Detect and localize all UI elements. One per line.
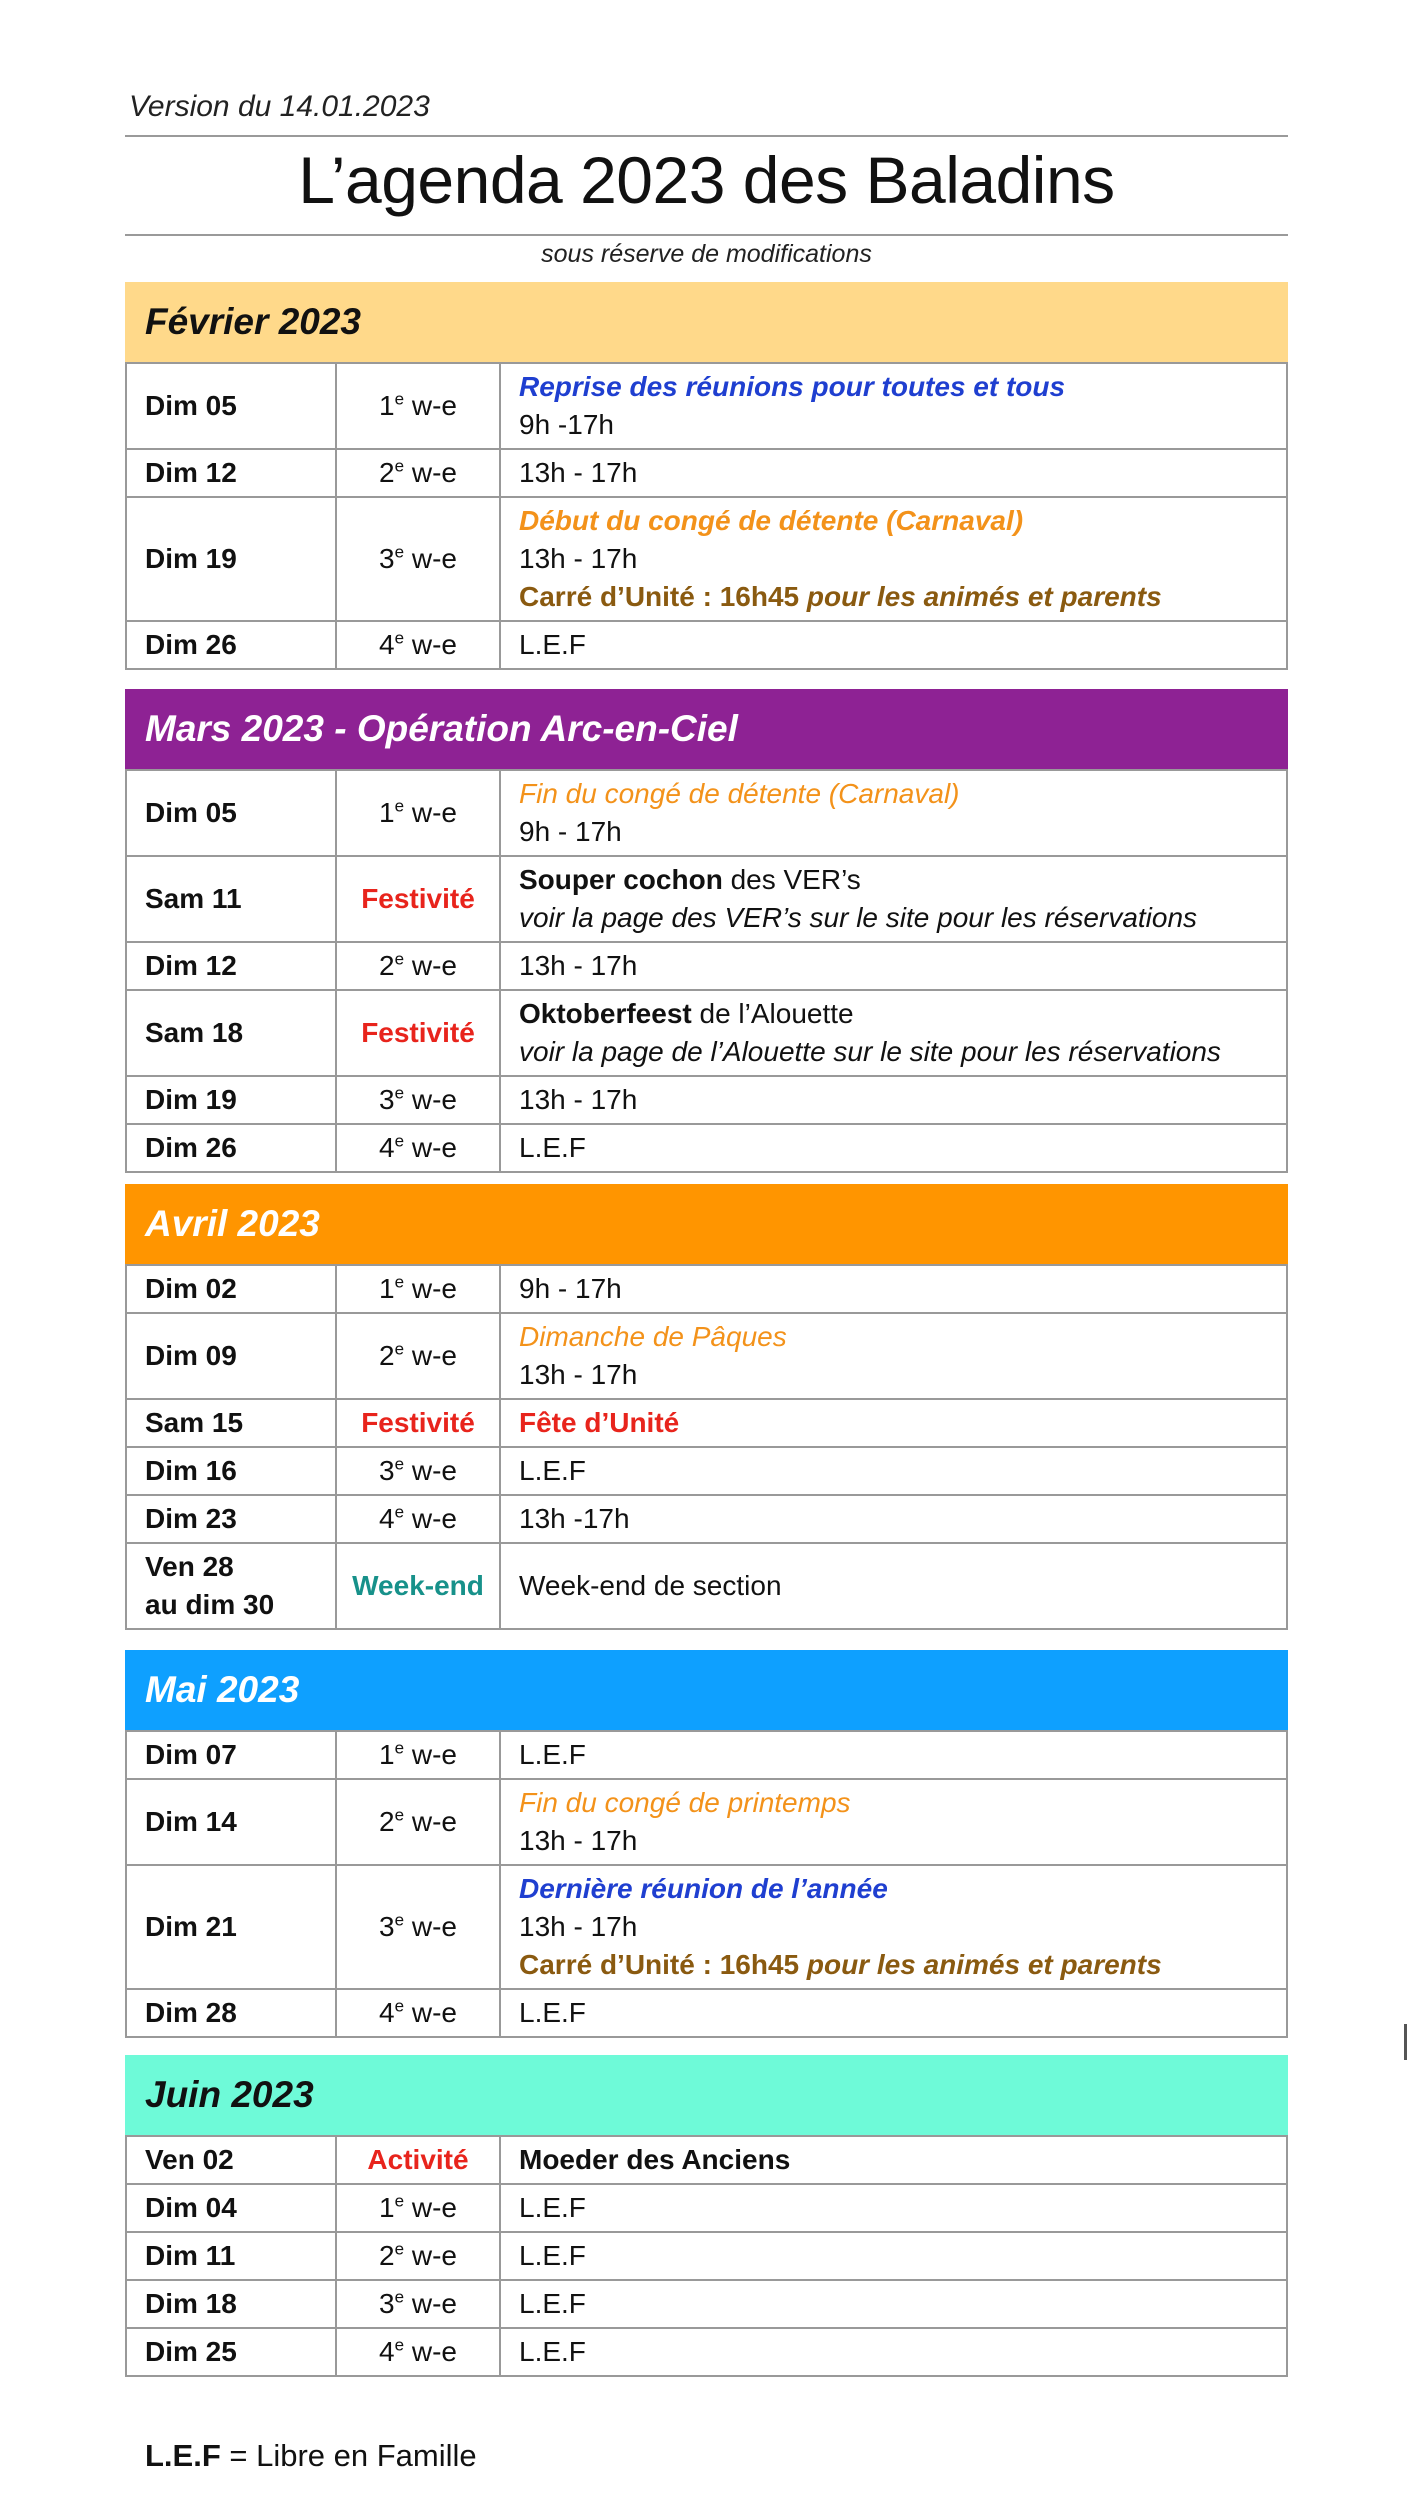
weekend-label: Week-end — [336, 1543, 500, 1629]
table-row — [126, 1076, 1287, 1124]
event-cell: Souper cochon des VER’s voir la page des VER’s sur le site pour les réservations — [500, 856, 1287, 942]
table-row — [126, 942, 1287, 990]
date-cell: Dim 26 — [126, 1124, 336, 1172]
table-row — [126, 1989, 1287, 2037]
table-row — [126, 770, 1287, 856]
event-cell: L.E.F — [500, 2328, 1287, 2376]
weekend-cell: 3e w-e — [336, 1076, 500, 1124]
event-cell: L.E.F — [500, 1124, 1287, 1172]
table-row — [126, 1731, 1287, 1779]
weekend-cell: 4e w-e — [336, 2328, 500, 2376]
table-juin — [125, 2135, 1288, 2377]
event-cell: L.E.F — [500, 2184, 1287, 2232]
date-cell: Dim 21 — [126, 1865, 336, 1989]
date-cell: Dim 26 — [126, 621, 336, 669]
date-cell: Dim 11 — [126, 2232, 336, 2280]
date-cell: Dim 05 — [126, 363, 336, 449]
date-cell: Dim 23 — [126, 1495, 336, 1543]
date-cell: Ven 02 — [126, 2136, 336, 2184]
weekend-cell: 2e w-e — [336, 1313, 500, 1399]
event-cell: Reprise des réunions pour toutes et tous 9h -17h — [500, 363, 1287, 449]
event-cell: Fin du congé de détente (Carnaval) 9h - 17h — [500, 770, 1287, 856]
table-row — [126, 1779, 1287, 1865]
event-cell: 13h - 17h — [500, 942, 1287, 990]
month-mars — [125, 689, 1288, 1173]
festivite-label: Festivité — [336, 990, 500, 1076]
table-row — [126, 1543, 1287, 1629]
weekend-cell: 2e w-e — [336, 2232, 500, 2280]
date-cell: Dim 09 — [126, 1313, 336, 1399]
date-cell: Sam 11 — [126, 856, 336, 942]
date-cell: Dim 12 — [126, 449, 336, 497]
month-header-mars: Mars 2023 - Opération Arc-en-Ciel — [125, 689, 1288, 769]
date-cell: Dim 04 — [126, 2184, 336, 2232]
event-cell: Début du congé de détente (Carnaval) 13h - 17h Carré d’Unité : 16h45 pour les animés et parents — [500, 497, 1287, 621]
event-cell: L.E.F — [500, 1731, 1287, 1779]
weekend-cell: 1e w-e — [336, 2184, 500, 2232]
table-row — [126, 363, 1287, 449]
top-rule — [125, 135, 1288, 137]
month-mai — [125, 1650, 1288, 2038]
version-date: Version du 14.01.2023 — [129, 90, 430, 123]
date-cell: Dim 28 — [126, 1989, 336, 2037]
title-rule — [125, 234, 1288, 236]
activite-label: Activité — [336, 2136, 500, 2184]
weekend-cell: 3e w-e — [336, 497, 500, 621]
date-cell: Dim 02 — [126, 1265, 336, 1313]
weekend-cell: 4e w-e — [336, 1124, 500, 1172]
weekend-cell: 3e w-e — [336, 1447, 500, 1495]
month-header-juin: Juin 2023 — [125, 2055, 1288, 2135]
date-cell: Sam 18 — [126, 990, 336, 1076]
date-cell: Sam 15 — [126, 1399, 336, 1447]
weekend-cell: 3e w-e — [336, 1865, 500, 1989]
date-cell: Dim 18 — [126, 2280, 336, 2328]
weekend-cell: 2e w-e — [336, 449, 500, 497]
date-cell: Dim 19 — [126, 497, 336, 621]
table-avril — [125, 1264, 1288, 1630]
date-cell: Dim 25 — [126, 2328, 336, 2376]
legend-note: L.E.F = Libre en Famille — [145, 2438, 477, 2473]
month-fevrier — [125, 282, 1288, 670]
date-cell: Dim 07 — [126, 1731, 336, 1779]
event-cell: L.E.F — [500, 1447, 1287, 1495]
weekend-cell: 3e w-e — [336, 2280, 500, 2328]
month-avril — [125, 1184, 1288, 1630]
weekend-cell: 2e w-e — [336, 942, 500, 990]
event-cell: 9h - 17h — [500, 1265, 1287, 1313]
event-cell: 13h -17h — [500, 1495, 1287, 1543]
month-header-mai: Mai 2023 — [125, 1650, 1288, 1730]
month-header-fevrier: Février 2023 — [125, 282, 1288, 362]
edge-mark — [1404, 2024, 1407, 2060]
month-juin — [125, 2055, 1288, 2377]
table-row — [126, 497, 1287, 621]
weekend-cell: 1e w-e — [336, 1731, 500, 1779]
table-row — [126, 2328, 1287, 2376]
weekend-cell: 1e w-e — [336, 363, 500, 449]
date-cell: Ven 28 au dim 30 — [126, 1543, 336, 1629]
weekend-cell: 4e w-e — [336, 1495, 500, 1543]
table-row — [126, 856, 1287, 942]
event-cell: 13h - 17h — [500, 449, 1287, 497]
table-mars — [125, 769, 1288, 1173]
date-cell: Dim 19 — [126, 1076, 336, 1124]
table-row — [126, 1447, 1287, 1495]
date-cell: Dim 16 — [126, 1447, 336, 1495]
weekend-cell: 4e w-e — [336, 1989, 500, 2037]
table-row — [126, 449, 1287, 497]
table-mai — [125, 1730, 1288, 2038]
table-row — [126, 1495, 1287, 1543]
weekend-cell: 1e w-e — [336, 770, 500, 856]
event-cell: Dernière réunion de l’année 13h - 17h Carré d’Unité : 16h45 pour les animés et parents — [500, 1865, 1287, 1989]
table-row — [126, 2184, 1287, 2232]
date-cell: Dim 14 — [126, 1779, 336, 1865]
page-subtitle: sous réserve de modifications — [541, 240, 872, 268]
table-fevrier — [125, 362, 1288, 670]
table-row — [126, 1124, 1287, 1172]
table-row — [126, 1399, 1287, 1447]
event-cell: Week-end de section — [500, 1543, 1287, 1629]
event-cell: Fin du congé de printemps 13h - 17h — [500, 1779, 1287, 1865]
table-row — [126, 1865, 1287, 1989]
page-title: L’agenda 2023 des Baladins — [298, 143, 1115, 217]
table-row — [126, 621, 1287, 669]
weekend-cell: 1e w-e — [336, 1265, 500, 1313]
festivite-label: Festivité — [336, 1399, 500, 1447]
event-cell: Oktoberfeest de l’Alouette voir la page de l’Alouette sur le site pour les réservations — [500, 990, 1287, 1076]
event-cell: L.E.F — [500, 1989, 1287, 2037]
event-cell: Moeder des Anciens — [500, 2136, 1287, 2184]
table-row — [126, 2136, 1287, 2184]
table-row — [126, 1265, 1287, 1313]
table-row — [126, 990, 1287, 1076]
event-cell: Fête d’Unité — [500, 1399, 1287, 1447]
date-cell: Dim 12 — [126, 942, 336, 990]
date-cell: Dim 05 — [126, 770, 336, 856]
event-cell: Dimanche de Pâques 13h - 17h — [500, 1313, 1287, 1399]
event-cell: L.E.F — [500, 2280, 1287, 2328]
event-cell: 13h - 17h — [500, 1076, 1287, 1124]
event-cell: L.E.F — [500, 2232, 1287, 2280]
weekend-cell: 4e w-e — [336, 621, 500, 669]
table-row — [126, 2232, 1287, 2280]
month-header-avril: Avril 2023 — [125, 1184, 1288, 1264]
weekend-cell: 2e w-e — [336, 1779, 500, 1865]
festivite-label: Festivité — [336, 856, 500, 942]
table-row — [126, 2280, 1287, 2328]
table-row — [126, 1313, 1287, 1399]
event-cell: L.E.F — [500, 621, 1287, 669]
